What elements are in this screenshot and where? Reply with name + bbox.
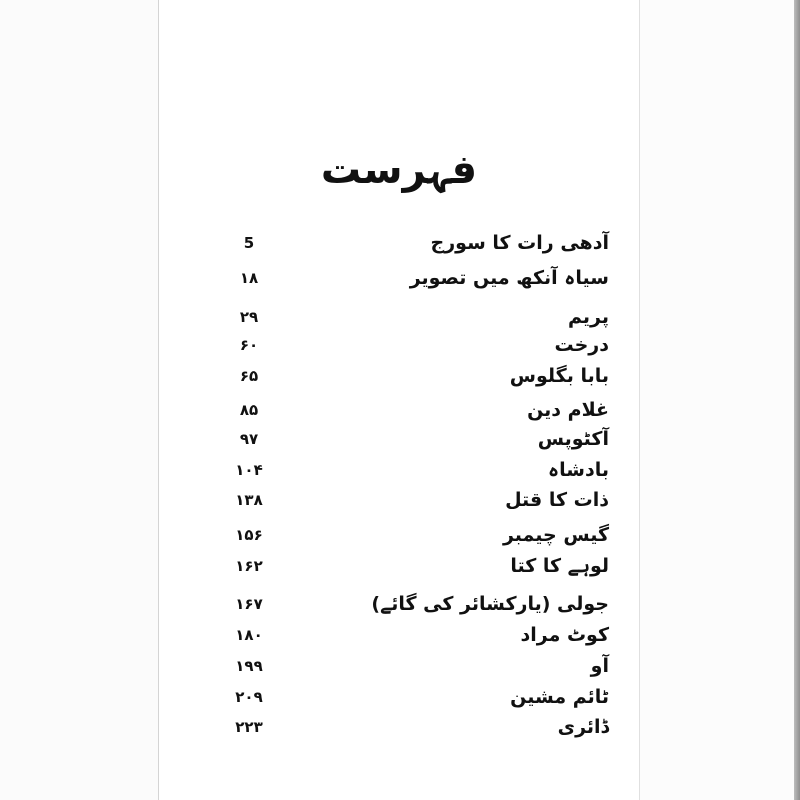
toc-entry-title: پریم [568, 306, 609, 328]
page-title: فہرست [320, 147, 478, 193]
toc-entry [229, 424, 609, 454]
toc-entry-title: آو [590, 655, 609, 677]
toc-entry [229, 682, 609, 712]
left-margin [0, 0, 159, 800]
toc-entry-page: ۱۸۰ [235, 626, 263, 644]
toc-entry [229, 395, 609, 425]
toc-entry-page: ۱۹۹ [235, 657, 263, 675]
toc-entry-title: غلام دین [527, 399, 609, 421]
toc-entry-page: ۱۰۴ [235, 461, 263, 479]
toc-entry-title: ڈائری [557, 716, 609, 738]
toc-entry-title: گیس چیمبر [502, 524, 609, 546]
toc-entry-page: 5 [243, 234, 255, 252]
toc-entry [229, 589, 609, 619]
toc-entry [229, 228, 609, 258]
toc-entry [229, 485, 609, 515]
toc-entry-title: آکٹوپس [537, 428, 609, 450]
toc-entry [229, 712, 609, 742]
page-edge-shadow [794, 0, 800, 800]
toc-entry [229, 455, 609, 485]
table-of-contents [159, 0, 639, 800]
toc-entry-page: ۱۵۶ [235, 526, 263, 544]
toc-entry [229, 551, 609, 581]
toc-entry-title: لوہے کا کتا [510, 555, 609, 577]
toc-entry [229, 361, 609, 391]
toc-entry-title: ذات کا قتل [505, 489, 609, 511]
toc-entry [229, 263, 609, 293]
toc-entry-title: بادشاہ [548, 459, 609, 481]
toc-entry [229, 620, 609, 650]
toc-entry-page: ۹۷ [239, 430, 259, 448]
toc-entry [229, 302, 609, 332]
toc-entry-page: ۱۶۷ [235, 595, 263, 613]
toc-entry-title: سیاہ آنکھ میں تصویر [409, 267, 609, 289]
toc-entry-page: ۱۳۸ [235, 491, 263, 509]
toc-entry-page: ۲۰۹ [235, 688, 263, 706]
toc-entry-title: درخت [554, 334, 609, 356]
toc-entry [229, 651, 609, 681]
toc-entry-title: آدھی رات کا سورج [430, 232, 609, 254]
toc-entry-page: ۲۲۳ [235, 718, 263, 736]
toc-entry [229, 330, 609, 360]
toc-entry-page: ۱۶۲ [235, 557, 263, 575]
toc-entry-page: ۸۵ [239, 401, 259, 419]
toc-entry-page: ۱۸ [239, 269, 259, 287]
toc-entry [229, 520, 609, 550]
toc-entry-title: جولی (یارکشائر کی گائے) [371, 593, 609, 615]
toc-entry-title: ٹائم مشین [510, 686, 609, 708]
right-margin [639, 0, 800, 800]
toc-entry-page: ۶۰ [239, 336, 259, 354]
toc-entry-title: بابا بگلوس [509, 365, 609, 387]
toc-entry-title: کوٹ مراد [520, 624, 609, 646]
contents-page [159, 0, 639, 800]
toc-entry-page: ۲۹ [239, 308, 259, 326]
toc-entry-page: ۶۵ [239, 367, 259, 385]
